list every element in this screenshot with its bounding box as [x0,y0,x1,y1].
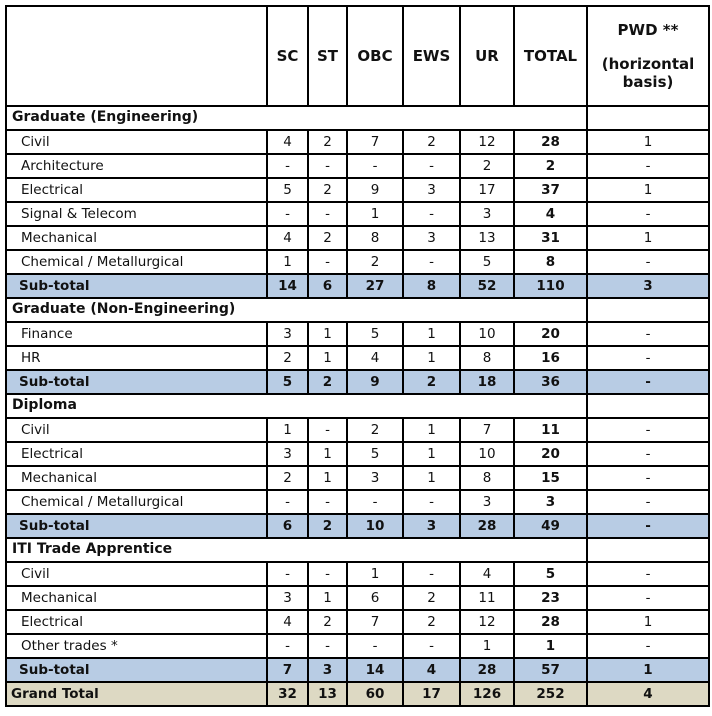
subtotal-row [6,370,709,394]
subtotal-row-cell-obc: 10 [347,514,403,538]
section-header-row [6,538,709,562]
table-row-cell-sc: 2 [267,466,308,490]
table-row-cell-ur: 12 [460,610,514,634]
table-row-cell-ur: 1 [460,634,514,658]
table-row-cell-pwd: - [587,202,709,226]
table-row-cell-ews: - [403,562,460,586]
subtotal-row-cell-sc: 14 [267,274,308,298]
table-row-cell-ews: 3 [403,226,460,250]
grand-total-row-cell-obc: 60 [347,682,403,706]
table-row-cell-ur: 2 [460,154,514,178]
table-row-cell-ews: - [403,490,460,514]
table-row-label: Electrical [6,610,267,634]
section-title: ITI Trade Apprentice [6,538,587,562]
table-row-cell-ews: 1 [403,322,460,346]
table-row-cell-sc: - [267,154,308,178]
table-row-cell-ur: 4 [460,562,514,586]
table-row-cell-total: 28 [514,130,587,154]
subtotal-row-cell-sc: 5 [267,370,308,394]
col-header-ur: UR [460,6,514,106]
pwd-header-line2: (horizontal basis) [601,55,695,91]
subtotal-row-cell-pwd: 1 [587,658,709,682]
table-row-cell-pwd: - [587,322,709,346]
table-row-cell-ews: 1 [403,466,460,490]
table-row-cell-st: 2 [308,130,347,154]
table-row-cell-pwd: - [587,586,709,610]
table-row-label: Electrical [6,442,267,466]
table-row-cell-sc: - [267,562,308,586]
table-row-cell-ur: 17 [460,178,514,202]
table-row-cell-obc: - [347,634,403,658]
table-row-cell-ur: 3 [460,202,514,226]
table-row [6,586,709,610]
grand-total-row-cell-ur: 126 [460,682,514,706]
table-row-cell-pwd: 1 [587,226,709,250]
table-row-cell-ur: 10 [460,322,514,346]
table-row [6,130,709,154]
table-row-label: Mechanical [6,226,267,250]
table-row [6,634,709,658]
table-row-cell-sc: 4 [267,226,308,250]
subtotal-row-label: Sub-total [6,514,267,538]
col-header-obc: OBC [347,6,403,106]
subtotal-row-cell-total: 57 [514,658,587,682]
col-header-sc: SC [267,6,308,106]
subtotal-row-label: Sub-total [6,658,267,682]
section-title: Diploma [6,394,587,418]
section-title: Graduate (Engineering) [6,106,587,130]
table-row-cell-ews: 2 [403,130,460,154]
subtotal-row-cell-ur: 52 [460,274,514,298]
table-row-cell-ur: 13 [460,226,514,250]
table-header [6,6,709,106]
table-row-cell-pwd: - [587,490,709,514]
table-row-cell-st: - [308,634,347,658]
subtotal-row-cell-total: 49 [514,514,587,538]
grand-total-row-cell-sc: 32 [267,682,308,706]
table-row-cell-pwd: 1 [587,610,709,634]
section-pwd-empty-cell [587,394,709,418]
empty-corner-cell [6,6,267,106]
table-row-cell-st: - [308,250,347,274]
table-row-cell-total: 11 [514,418,587,442]
table-row-cell-ur: 11 [460,586,514,610]
table-row-label: Other trades * [6,634,267,658]
table-row [6,250,709,274]
grand-total-row-label: Grand Total [6,682,267,706]
subtotal-row-cell-ur: 28 [460,658,514,682]
table-row-cell-obc: 3 [347,466,403,490]
subtotal-row-label: Sub-total [6,274,267,298]
table-row-cell-obc: 6 [347,586,403,610]
subtotal-row-cell-ews: 4 [403,658,460,682]
header-row [6,6,709,106]
table-row-label: Civil [6,130,267,154]
table-row-label: Chemical / Metallurgical [6,490,267,514]
table-row-cell-st: 2 [308,178,347,202]
table-row-cell-sc: 4 [267,130,308,154]
table-row-cell-obc: - [347,154,403,178]
table-row-cell-st: 1 [308,442,347,466]
table-row-cell-sc: 2 [267,346,308,370]
subtotal-row [6,274,709,298]
table-row-cell-st: - [308,562,347,586]
pwd-header-line1: PWD ** [617,21,679,39]
table-row-cell-total: 31 [514,226,587,250]
table-row-cell-st: - [308,154,347,178]
grand-total-row-cell-ews: 17 [403,682,460,706]
table-row-cell-sc: 3 [267,586,308,610]
table-row-cell-sc: 5 [267,178,308,202]
col-header-st: ST [308,6,347,106]
section-pwd-empty-cell [587,298,709,322]
table-row-cell-ur: 12 [460,130,514,154]
table-row-cell-ews: 1 [403,418,460,442]
table-row-label: Chemical / Metallurgical [6,250,267,274]
table-row-cell-st: - [308,202,347,226]
table-row-cell-obc: 7 [347,610,403,634]
table-row [6,610,709,634]
subtotal-row-cell-obc: 14 [347,658,403,682]
table-row-cell-obc: 1 [347,562,403,586]
subtotal-row-cell-sc: 6 [267,514,308,538]
table-row-label: Architecture [6,154,267,178]
subtotal-row-cell-ur: 28 [460,514,514,538]
subtotal-row-cell-obc: 27 [347,274,403,298]
table-row-cell-obc: 2 [347,250,403,274]
subtotal-row-cell-ews: 3 [403,514,460,538]
table-row-cell-total: 28 [514,610,587,634]
subtotal-row-cell-st: 3 [308,658,347,682]
table-row-cell-obc: 5 [347,442,403,466]
table-row [6,322,709,346]
table-row-cell-pwd: - [587,154,709,178]
table-row-cell-ur: 8 [460,466,514,490]
table-row-cell-total: 4 [514,202,587,226]
table-row-cell-st: - [308,418,347,442]
section-header-row [6,106,709,130]
table-row-cell-sc: 3 [267,322,308,346]
table-row [6,418,709,442]
table-row-cell-obc: 4 [347,346,403,370]
table-row-cell-st: 1 [308,346,347,370]
table-row-cell-sc: - [267,202,308,226]
section-header-row [6,394,709,418]
grand-total-row-cell-total: 252 [514,682,587,706]
subtotal-row [6,514,709,538]
table-row-cell-ews: 1 [403,346,460,370]
table-row-cell-sc: - [267,490,308,514]
table-row-cell-obc: 7 [347,130,403,154]
subtotal-row-cell-pwd: - [587,370,709,394]
table-row-cell-ur: 3 [460,490,514,514]
subtotal-row-cell-sc: 7 [267,658,308,682]
table-row-cell-total: 2 [514,154,587,178]
table-row-cell-pwd: - [587,250,709,274]
table-row-label: Signal & Telecom [6,202,267,226]
table-row-cell-pwd: 1 [587,178,709,202]
table-row-cell-obc: - [347,490,403,514]
table-row-cell-total: 5 [514,562,587,586]
subtotal-row-cell-obc: 9 [347,370,403,394]
subtotal-row-cell-st: 6 [308,274,347,298]
table-row-cell-ews: 2 [403,586,460,610]
section-pwd-empty-cell [587,538,709,562]
subtotal-row-cell-ur: 18 [460,370,514,394]
col-header-total: TOTAL [514,6,587,106]
table-row-cell-ews: - [403,634,460,658]
table-row-label: Civil [6,418,267,442]
table-row-label: Electrical [6,178,267,202]
table-row-cell-obc: 9 [347,178,403,202]
subtotal-row-cell-pwd: 3 [587,274,709,298]
subtotal-row-cell-total: 110 [514,274,587,298]
table-row [6,466,709,490]
table-row-cell-pwd: - [587,442,709,466]
table-body [6,106,709,706]
table-row-cell-sc: 1 [267,250,308,274]
grand-total-row-cell-pwd: 4 [587,682,709,706]
table-row-cell-ews: 3 [403,178,460,202]
table-row-cell-total: 23 [514,586,587,610]
table-row-label: HR [6,346,267,370]
col-header-pwd [587,6,709,106]
table-row-cell-ews: - [403,250,460,274]
subtotal-row-cell-st: 2 [308,370,347,394]
section-header-row [6,298,709,322]
table-row [6,154,709,178]
table-row-cell-pwd: - [587,466,709,490]
section-title: Graduate (Non-Engineering) [6,298,587,322]
col-header-ews: EWS [403,6,460,106]
table-row-cell-total: 1 [514,634,587,658]
table-row-cell-sc: 1 [267,418,308,442]
table-row-cell-pwd: - [587,418,709,442]
table-row-cell-total: 16 [514,346,587,370]
table-row-cell-obc: 1 [347,202,403,226]
section-pwd-empty-cell [587,106,709,130]
table-row-cell-pwd: - [587,634,709,658]
table-row-cell-st: 2 [308,610,347,634]
table-row [6,202,709,226]
table-row-cell-sc: - [267,634,308,658]
table-row-cell-st: - [308,490,347,514]
table-row-cell-ur: 7 [460,418,514,442]
table-row [6,442,709,466]
table-row-cell-pwd: - [587,346,709,370]
table-row-cell-sc: 4 [267,610,308,634]
table-row [6,346,709,370]
table-row-cell-st: 2 [308,226,347,250]
table-row-label: Finance [6,322,267,346]
subtotal-row-cell-st: 2 [308,514,347,538]
grand-total-row-cell-st: 13 [308,682,347,706]
table-row-cell-st: 1 [308,322,347,346]
table-row [6,490,709,514]
table-row-cell-ews: - [403,202,460,226]
subtotal-row-cell-ews: 8 [403,274,460,298]
table-row [6,226,709,250]
table-row-cell-pwd: 1 [587,130,709,154]
table-row-label: Civil [6,562,267,586]
table-row [6,562,709,586]
table-row-cell-total: 8 [514,250,587,274]
table-row-cell-total: 3 [514,490,587,514]
table-row-cell-pwd: - [587,562,709,586]
subtotal-row [6,658,709,682]
table-row-cell-ur: 5 [460,250,514,274]
table-row-label: Mechanical [6,586,267,610]
table-row-cell-obc: 8 [347,226,403,250]
vacancy-table [5,5,710,707]
subtotal-row-label: Sub-total [6,370,267,394]
table-row-label: Mechanical [6,466,267,490]
table-row-cell-obc: 5 [347,322,403,346]
table-row [6,178,709,202]
subtotal-row-cell-pwd: - [587,514,709,538]
subtotal-row-cell-ews: 2 [403,370,460,394]
table-row-cell-ur: 8 [460,346,514,370]
table-row-cell-st: 1 [308,466,347,490]
table-row-cell-st: 1 [308,586,347,610]
table-row-cell-obc: 2 [347,418,403,442]
table-row-cell-ews: 1 [403,442,460,466]
table-row-cell-total: 20 [514,322,587,346]
table-row-cell-ur: 10 [460,442,514,466]
table-row-cell-ews: - [403,154,460,178]
grand-total-row [6,682,709,706]
table-row-cell-total: 37 [514,178,587,202]
subtotal-row-cell-total: 36 [514,370,587,394]
table-row-cell-total: 15 [514,466,587,490]
table-row-cell-ews: 2 [403,610,460,634]
table-row-cell-sc: 3 [267,442,308,466]
table-row-cell-total: 20 [514,442,587,466]
